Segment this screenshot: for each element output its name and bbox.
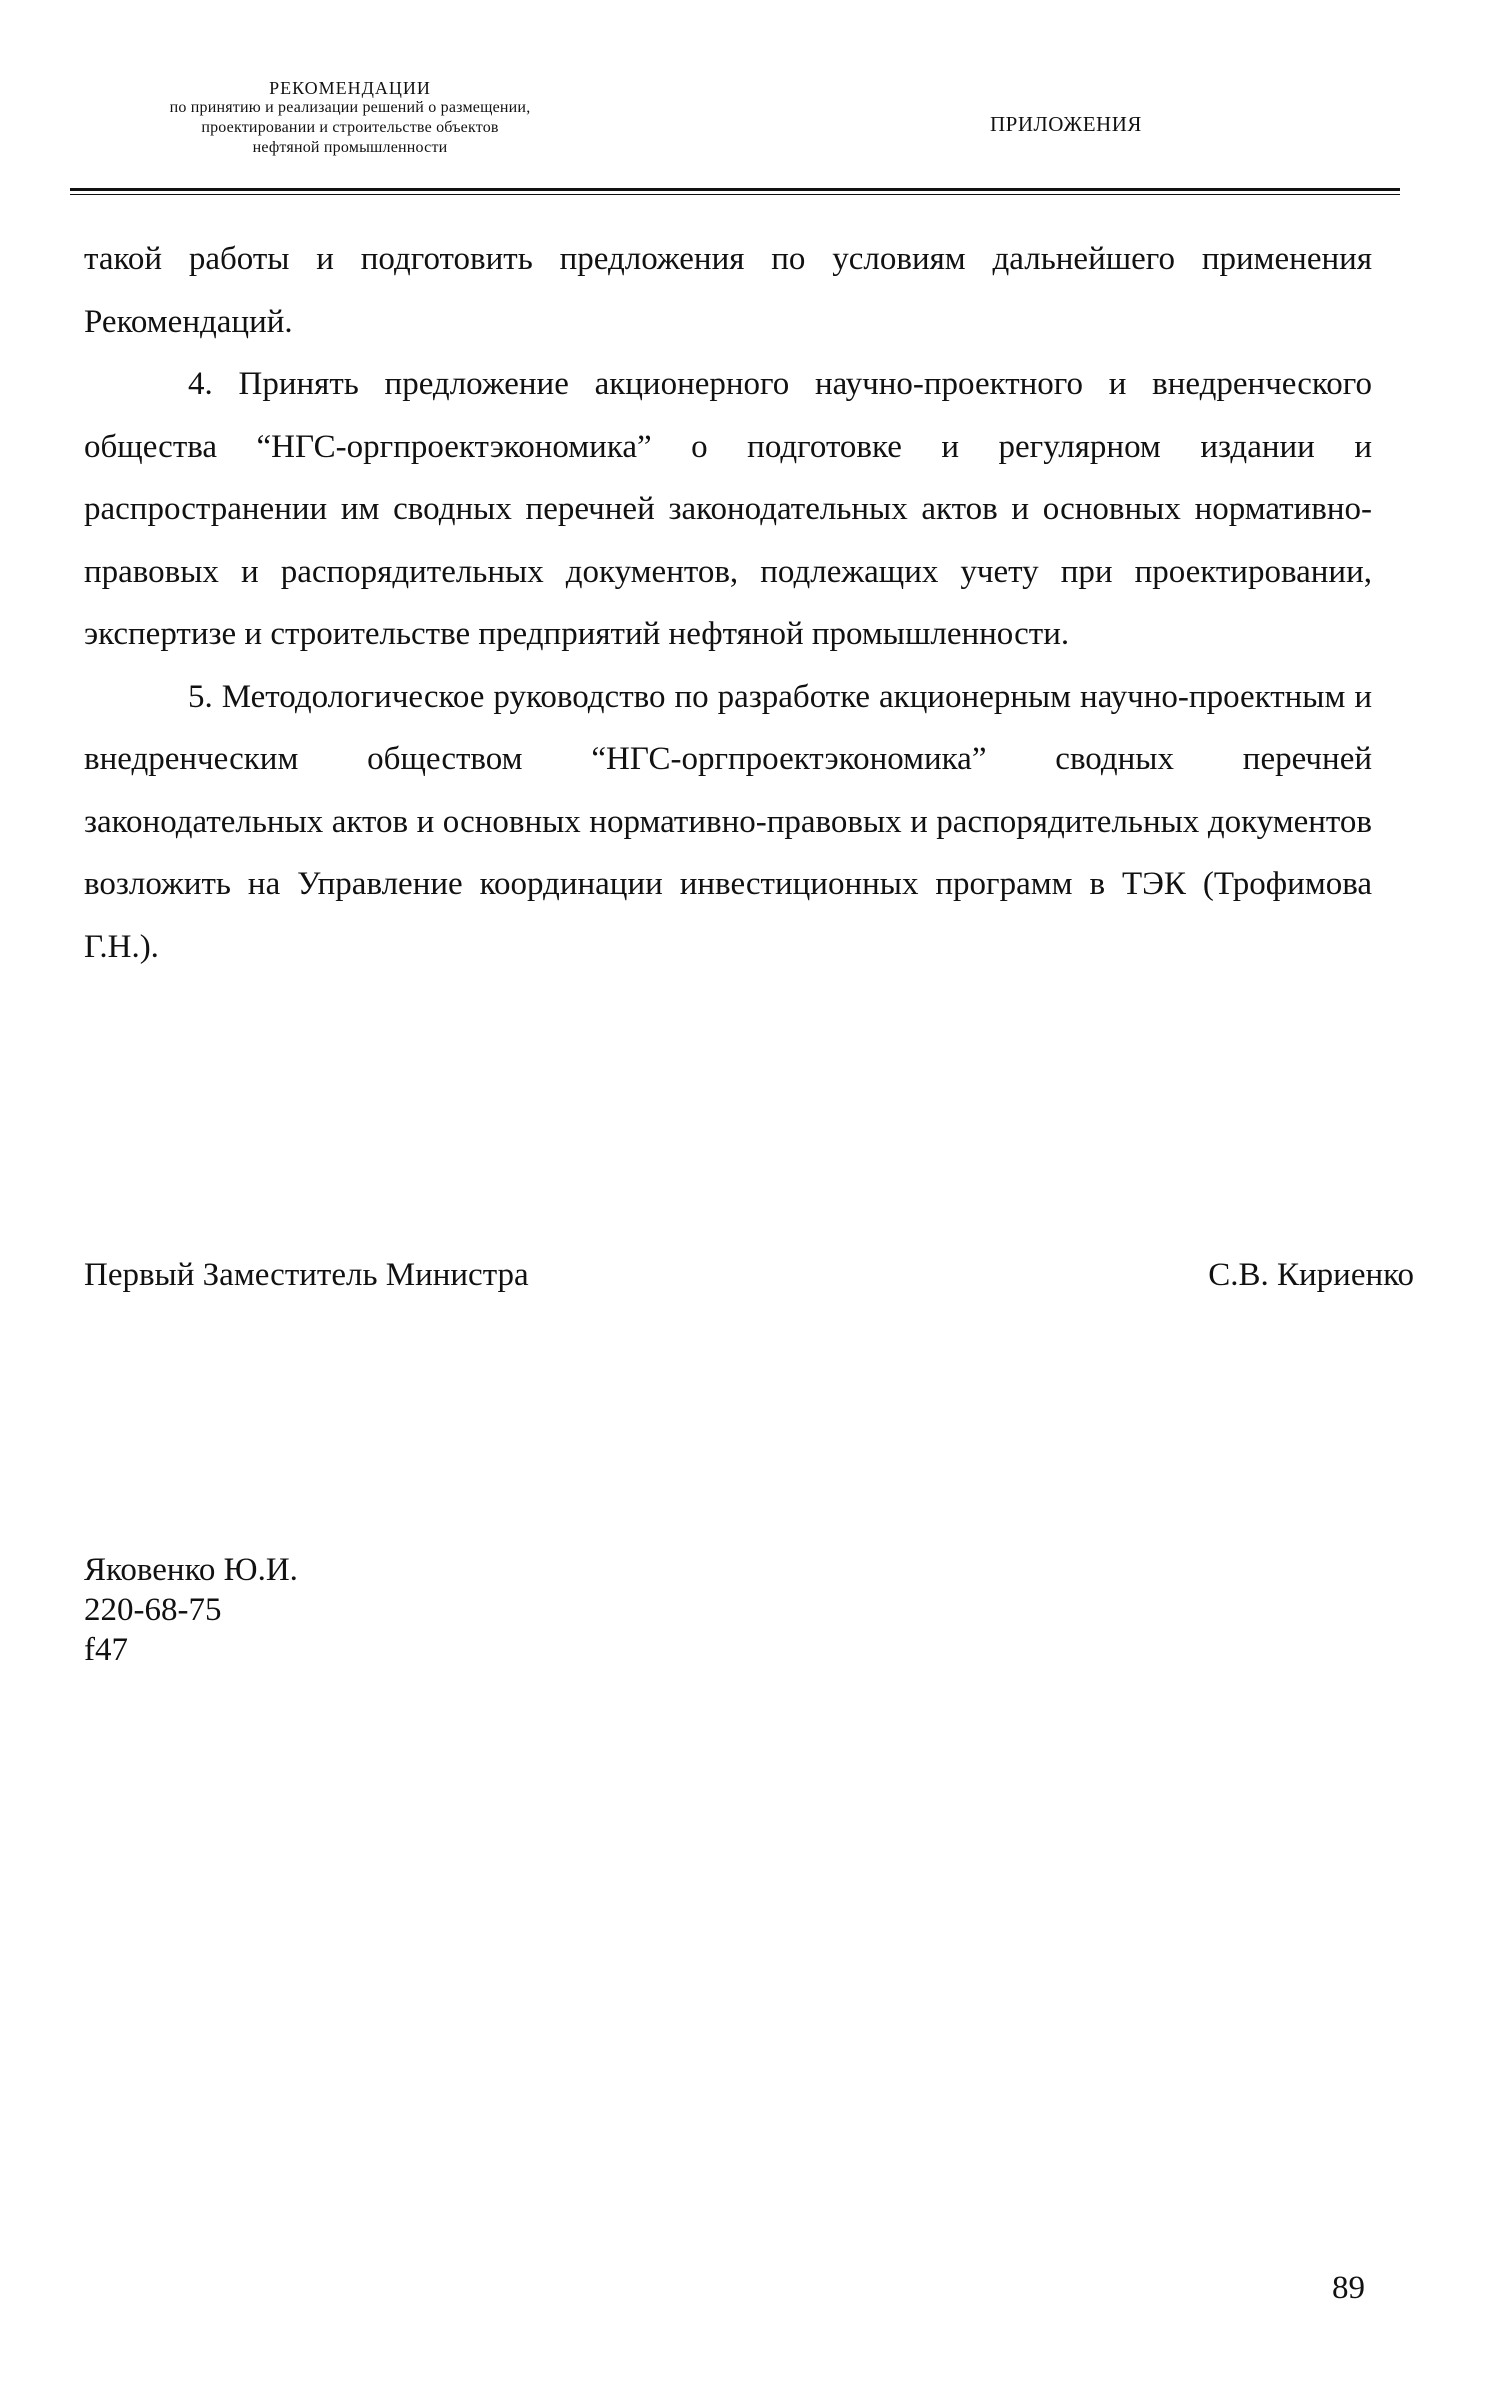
header-line-4: нефтяной промышленности	[252, 139, 448, 156]
header-line-1: РЕКОМЕНДАЦИИ	[269, 78, 431, 98]
executor-code: f47	[84, 1632, 128, 1668]
running-header-section: ПРИЛОЖЕНИЯ	[990, 112, 1142, 136]
paragraph-item-5: 5. Методологическое руководство по разработке акционерным научно-проектным и внедренческим обществом “НГС-оргпроектэкономика” сводных перечней законодательных актов и основных нормативно-правовых и распорядительных документов возложить на Управление координации инвестиционных программ в ТЭК (Трофимова Г.Н.).	[84, 678, 1372, 965]
paragraph-continuation: такой работы и подготовить предложения по условиям дальнейшего применения Рекомендаций.	[84, 241, 1372, 340]
signatory-name: С.В. Кириенко	[1208, 1257, 1414, 1293]
signatory-title: Первый Заместитель Министра	[84, 1257, 529, 1293]
executor-contact	[84, 1550, 298, 1670]
page-number: 89	[1332, 2270, 1365, 2306]
header-line-2: по принятию и реализации решений о размещении,	[169, 99, 531, 116]
document-body	[84, 228, 1372, 978]
header-divider	[70, 188, 1400, 191]
paragraph-item-4: 4. Принять предложение акционерного научно-проектного и внедренческого общества “НГС-оргпроектэкономика” о подготовке и регулярном издании и распространении им сводных перечней законодательных актов и основных нормативно-правовых и распорядительных документов, подлежащих учету при проектировании, экспертизе и строительстве предприятий нефтяной промышленности.	[84, 366, 1372, 652]
executor-name: Яковенко Ю.И.	[84, 1552, 298, 1588]
header-divider-thin	[70, 194, 1400, 195]
running-header-title	[130, 78, 570, 158]
header-line-3: проектировании и строительстве объектов	[201, 119, 499, 136]
executor-phone: 220-68-75	[84, 1592, 222, 1628]
